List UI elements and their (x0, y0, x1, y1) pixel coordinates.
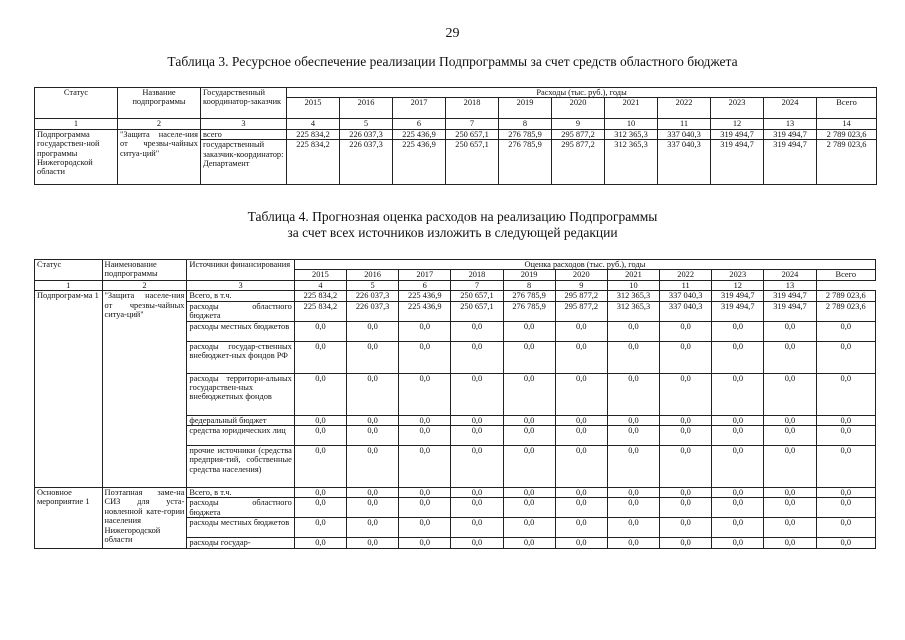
table-cell: 0,0 (712, 446, 764, 488)
table-cell: 0,0 (816, 415, 875, 425)
table-cell: 312 365,3 (607, 291, 659, 301)
table-cell: 0,0 (503, 415, 555, 425)
table-cell: 0,0 (503, 518, 555, 538)
t4-name-cell: Поэтапная заме-на СИЗ для уста-новленной кате-гории населения Нижегородской области (102, 488, 187, 549)
t4-source-label: прочие источники (средства предприя-тий, собственные средства населения) (187, 446, 294, 488)
t3-year-header: 2021 (605, 98, 658, 119)
t3-name-cell: "Защита населе-ния от чрезвы-чайных ситуа-ций" (118, 129, 201, 184)
table-cell: 0,0 (660, 341, 712, 373)
table-cell: 0,0 (816, 488, 875, 498)
t4-column-number: 6 (399, 280, 451, 290)
table-cell: 0,0 (503, 321, 555, 341)
t4-column-number: 12 (712, 280, 764, 290)
table-cell: 0,0 (712, 488, 764, 498)
table-cell: 0,0 (399, 415, 451, 425)
table-cell: 0,0 (816, 538, 875, 548)
table-cell: 0,0 (607, 488, 659, 498)
table3 (34, 87, 877, 185)
t3-year-header: 2022 (658, 98, 711, 119)
table-cell: 319 494,7 (712, 291, 764, 301)
table-cell: 0,0 (451, 518, 503, 538)
table-cell: 0,0 (607, 446, 659, 488)
table-cell: 276 785,9 (503, 291, 555, 301)
t4-source-label: расходы областного бюджета (187, 498, 294, 518)
table-cell: 0,0 (347, 426, 399, 446)
t3-header-coordinator: Государственный координатор-заказчик (201, 88, 287, 119)
table-cell: 0,0 (712, 426, 764, 446)
table-cell: 0,0 (607, 538, 659, 548)
table-cell: 319 494,7 (764, 291, 816, 301)
t3-header-name: Название подпрограммы (118, 88, 201, 119)
table-cell: 0,0 (712, 321, 764, 341)
table-row (35, 129, 877, 139)
table-cell: 0,0 (555, 488, 607, 498)
t4-header-estimate: Оценка расходов (тыс. руб.), годы (294, 260, 875, 270)
table-cell: 0,0 (764, 518, 816, 538)
t3-column-number: 10 (605, 119, 658, 129)
t4-source-label: расходы областного бюджета (187, 301, 294, 321)
table-cell: 0,0 (399, 538, 451, 548)
table-cell: 319 494,7 (764, 129, 817, 139)
table-cell: 0,0 (347, 518, 399, 538)
table-cell: 337 040,3 (660, 291, 712, 301)
table-cell: 225 436,9 (393, 129, 446, 139)
table-cell: 0,0 (555, 518, 607, 538)
table-cell: 0,0 (816, 518, 875, 538)
table-cell: 0,0 (712, 518, 764, 538)
table-cell: 312 365,3 (607, 301, 659, 321)
table-cell: 319 494,7 (764, 301, 816, 321)
table-cell: 0,0 (294, 498, 346, 518)
table-cell: 0,0 (294, 426, 346, 446)
table-cell: 0,0 (451, 488, 503, 498)
t4-column-number: 4 (294, 280, 346, 290)
t4-year-header: 2023 (712, 270, 764, 280)
table-cell: 0,0 (399, 498, 451, 518)
table-cell: 0,0 (764, 341, 816, 373)
table-cell: 0,0 (660, 498, 712, 518)
t3-year-header: Всего (817, 98, 877, 119)
t4-column-number: 7 (451, 280, 503, 290)
t4-column-number: 5 (347, 280, 399, 290)
t4-header-name: Наименование подпрограммы (102, 260, 187, 281)
table-cell: 0,0 (555, 426, 607, 446)
table-cell: 0,0 (764, 488, 816, 498)
t3-column-number: 1 (35, 119, 118, 129)
table-cell: 0,0 (503, 446, 555, 488)
t3-header-status: Статус (35, 88, 118, 119)
table-cell: 225 834,2 (294, 301, 346, 321)
t4-source-label: Всего, в т.ч. (187, 488, 294, 498)
t4-column-number: 1 (35, 280, 103, 290)
t3-column-number: 2 (118, 119, 201, 129)
table-cell: 0,0 (347, 415, 399, 425)
table-cell: 0,0 (399, 341, 451, 373)
table-cell: 337 040,3 (658, 129, 711, 139)
table-cell: 0,0 (399, 518, 451, 538)
t3-year-header: 2015 (287, 98, 340, 119)
t3-column-number: 7 (446, 119, 499, 129)
t3-year-header: 2019 (499, 98, 552, 119)
t4-year-header: 2019 (503, 270, 555, 280)
table-cell: 0,0 (503, 341, 555, 373)
t3-header-expenses: Расходы (тыс. руб.), годы (287, 88, 877, 98)
table-cell: 0,0 (294, 321, 346, 341)
t3-row-label: всего (201, 129, 287, 139)
table-cell: 0,0 (451, 498, 503, 518)
table-cell: 337 040,3 (658, 140, 711, 185)
t4-year-header: 2021 (607, 270, 659, 280)
table-cell: 0,0 (399, 373, 451, 415)
table-cell: 0,0 (294, 488, 346, 498)
t4-status-cell: Подпрограм-ма 1 (35, 291, 103, 488)
t3-column-number: 13 (764, 119, 817, 129)
table-cell: 0,0 (764, 498, 816, 518)
table-cell: 0,0 (555, 321, 607, 341)
t4-source-label: расходы государ- (187, 538, 294, 548)
table-cell: 0,0 (399, 321, 451, 341)
table-cell: 0,0 (660, 518, 712, 538)
table-cell: 0,0 (607, 341, 659, 373)
table-cell: 0,0 (660, 426, 712, 446)
t3-year-header: 2016 (340, 98, 393, 119)
table-cell: 0,0 (347, 498, 399, 518)
table-cell: 0,0 (660, 446, 712, 488)
table-cell: 0,0 (347, 446, 399, 488)
table-cell: 0,0 (764, 415, 816, 425)
table4-title-line2: за счет всех источников изложить в следующей редакции (287, 225, 618, 240)
table-cell: 226 037,3 (347, 301, 399, 321)
table-cell: 226 037,3 (347, 291, 399, 301)
t4-column-number: 9 (555, 280, 607, 290)
t4-group-main-activity (35, 488, 876, 549)
table-cell: 0,0 (816, 426, 875, 446)
table-cell: 0,0 (607, 373, 659, 415)
table-cell: 0,0 (555, 341, 607, 373)
table-cell: 0,0 (816, 321, 875, 341)
table-cell: 276 785,9 (503, 301, 555, 321)
table-cell: 0,0 (451, 446, 503, 488)
table-cell: 295 877,2 (552, 129, 605, 139)
t4-year-header: Всего (816, 270, 875, 280)
table-cell: 319 494,7 (712, 301, 764, 321)
t4-source-label: расходы местных бюджетов (187, 518, 294, 538)
table-cell: 319 494,7 (764, 140, 817, 185)
table-cell: 0,0 (503, 538, 555, 548)
table-cell: 0,0 (294, 373, 346, 415)
table-cell: 250 657,1 (451, 301, 503, 321)
t3-year-header: 2020 (552, 98, 605, 119)
table-cell: 0,0 (816, 373, 875, 415)
table-cell: 0,0 (712, 538, 764, 548)
table-cell: 0,0 (764, 446, 816, 488)
t3-column-number: 12 (711, 119, 764, 129)
table-cell: 0,0 (347, 488, 399, 498)
t4-column-number: 2 (102, 280, 187, 290)
table-cell: 0,0 (294, 415, 346, 425)
t4-source-label: Всего, в т.ч. (187, 291, 294, 301)
table-cell: 225 436,9 (393, 140, 446, 185)
t3-year-header: 2023 (711, 98, 764, 119)
page-number: 29 (445, 26, 460, 41)
table4 (34, 259, 876, 549)
t3-column-number: 6 (393, 119, 446, 129)
table-cell: 0,0 (555, 373, 607, 415)
table-cell: 0,0 (712, 415, 764, 425)
table-row (35, 291, 876, 301)
table-cell: 337 040,3 (660, 301, 712, 321)
table-cell: 0,0 (451, 415, 503, 425)
table-cell: 250 657,1 (446, 140, 499, 185)
t3-column-number: 4 (287, 119, 340, 129)
table-cell: 0,0 (660, 538, 712, 548)
table-cell: 0,0 (660, 373, 712, 415)
table-cell: 226 037,3 (340, 129, 393, 139)
t4-column-number: 11 (660, 280, 712, 290)
table-cell: 319 494,7 (711, 140, 764, 185)
t3-row-label: государственный заказчик-координатор: Департамент (201, 140, 287, 185)
table-cell: 0,0 (555, 498, 607, 518)
table-cell: 0,0 (660, 415, 712, 425)
t4-header-status: Статус (35, 260, 103, 281)
table4-title-line1: Таблица 4. Прогнозная оценка расходов на реализацию Подпрограммы (247, 209, 658, 224)
table-cell: 0,0 (503, 488, 555, 498)
table-cell: 0,0 (555, 446, 607, 488)
t4-column-number: 3 (187, 280, 294, 290)
table-cell: 0,0 (503, 373, 555, 415)
table3-title: Таблица 3. Ресурсное обеспечение реализации Подпрограммы за счет средств областного бюджета (167, 54, 738, 69)
t4-status-cell: Основное мероприятие 1 (35, 488, 103, 549)
table-cell: 0,0 (503, 498, 555, 518)
t4-year-header: 2020 (555, 270, 607, 280)
t3-year-header: 2024 (764, 98, 817, 119)
table-cell: 0,0 (347, 373, 399, 415)
t4-header-source: Источники финансирования (187, 260, 294, 281)
table-cell: 0,0 (451, 321, 503, 341)
t3-column-number: 5 (340, 119, 393, 129)
table-cell: 225 834,2 (287, 129, 340, 139)
table-cell: 0,0 (451, 426, 503, 446)
t4-column-number: 10 (607, 280, 659, 290)
table-cell: 0,0 (294, 538, 346, 548)
table-cell: 0,0 (764, 538, 816, 548)
t3-column-number: 9 (552, 119, 605, 129)
table-cell: 0,0 (764, 321, 816, 341)
table-cell: 0,0 (607, 518, 659, 538)
table-cell: 0,0 (451, 341, 503, 373)
t4-group-subprogram (35, 291, 876, 488)
table-cell: 0,0 (451, 538, 503, 548)
table-cell: 0,0 (503, 426, 555, 446)
table-cell: 0,0 (347, 341, 399, 373)
table-cell: 276 785,9 (499, 140, 552, 185)
table-cell: 0,0 (660, 488, 712, 498)
table-cell: 0,0 (347, 538, 399, 548)
t4-year-header: 2024 (764, 270, 816, 280)
table-cell: 226 037,3 (340, 140, 393, 185)
t4-name-cell: "Защита населе-ния от чрезвы-чайных ситуа-ций" (102, 291, 187, 488)
table-cell: 0,0 (607, 426, 659, 446)
table-cell: 0,0 (399, 446, 451, 488)
table-cell: 0,0 (660, 321, 712, 341)
t4-source-label: средства юридических лиц (187, 426, 294, 446)
t4-year-header: 2016 (347, 270, 399, 280)
table-cell: 295 877,2 (555, 301, 607, 321)
table-cell: 0,0 (764, 426, 816, 446)
table-cell: 250 657,1 (451, 291, 503, 301)
table-cell: 295 877,2 (555, 291, 607, 301)
t4-column-number: 8 (503, 280, 555, 290)
t4-column-number: 13 (764, 280, 816, 290)
table-cell: 2 789 023,6 (817, 129, 877, 139)
table-cell: 312 365,3 (605, 129, 658, 139)
table-cell: 0,0 (555, 538, 607, 548)
table-cell: 312 365,3 (605, 140, 658, 185)
table-cell: 0,0 (607, 321, 659, 341)
table-cell: 0,0 (816, 498, 875, 518)
table-cell: 225 436,9 (399, 301, 451, 321)
table-cell: 2 789 023,6 (816, 291, 875, 301)
table-cell: 0,0 (294, 446, 346, 488)
table-cell: 295 877,2 (552, 140, 605, 185)
table-cell: 0,0 (294, 341, 346, 373)
t4-year-header: 2015 (294, 270, 346, 280)
t3-column-number: 3 (201, 119, 287, 129)
t3-status-cell: Подпрограмма государствен-ной программы Нижегородской области (35, 129, 118, 184)
table-cell: 2 789 023,6 (817, 140, 877, 185)
t4-year-header: 2022 (660, 270, 712, 280)
table-cell: 0,0 (451, 373, 503, 415)
table-cell: 0,0 (712, 341, 764, 373)
t3-column-number: 8 (499, 119, 552, 129)
table-cell: 0,0 (816, 341, 875, 373)
table-cell: 0,0 (764, 373, 816, 415)
t3-column-number: 11 (658, 119, 711, 129)
t4-year-header: 2017 (399, 270, 451, 280)
table-cell: 0,0 (712, 373, 764, 415)
t4-year-header: 2018 (451, 270, 503, 280)
table-cell: 250 657,1 (446, 129, 499, 139)
table-cell: 0,0 (294, 518, 346, 538)
table-cell: 276 785,9 (499, 129, 552, 139)
t4-source-label: федеральный бюджет (187, 415, 294, 425)
t4-source-label: расходы местных бюджетов (187, 321, 294, 341)
t4-source-label: расходы территори-альных государствен-ных внебюджетных фондов (187, 373, 294, 415)
table-cell: 0,0 (607, 498, 659, 518)
table4-title (0, 209, 905, 241)
table-cell: 0,0 (816, 446, 875, 488)
table-cell: 225 834,2 (294, 291, 346, 301)
t4-source-label: расходы государ-ственных внебюджет-ных фондов РФ (187, 341, 294, 373)
table-cell: 0,0 (555, 415, 607, 425)
t3-year-header: 2017 (393, 98, 446, 119)
table-cell: 0,0 (347, 321, 399, 341)
table-cell: 0,0 (399, 488, 451, 498)
table-row (35, 488, 876, 498)
table-cell: 0,0 (607, 415, 659, 425)
table-cell: 2 789 023,6 (816, 301, 875, 321)
table-cell: 225 834,2 (287, 140, 340, 185)
table-cell: 225 436,9 (399, 291, 451, 301)
table-cell: 0,0 (712, 498, 764, 518)
table-cell: 0,0 (399, 426, 451, 446)
t3-year-header: 2018 (446, 98, 499, 119)
table-cell: 319 494,7 (711, 129, 764, 139)
t3-column-number: 14 (817, 119, 877, 129)
